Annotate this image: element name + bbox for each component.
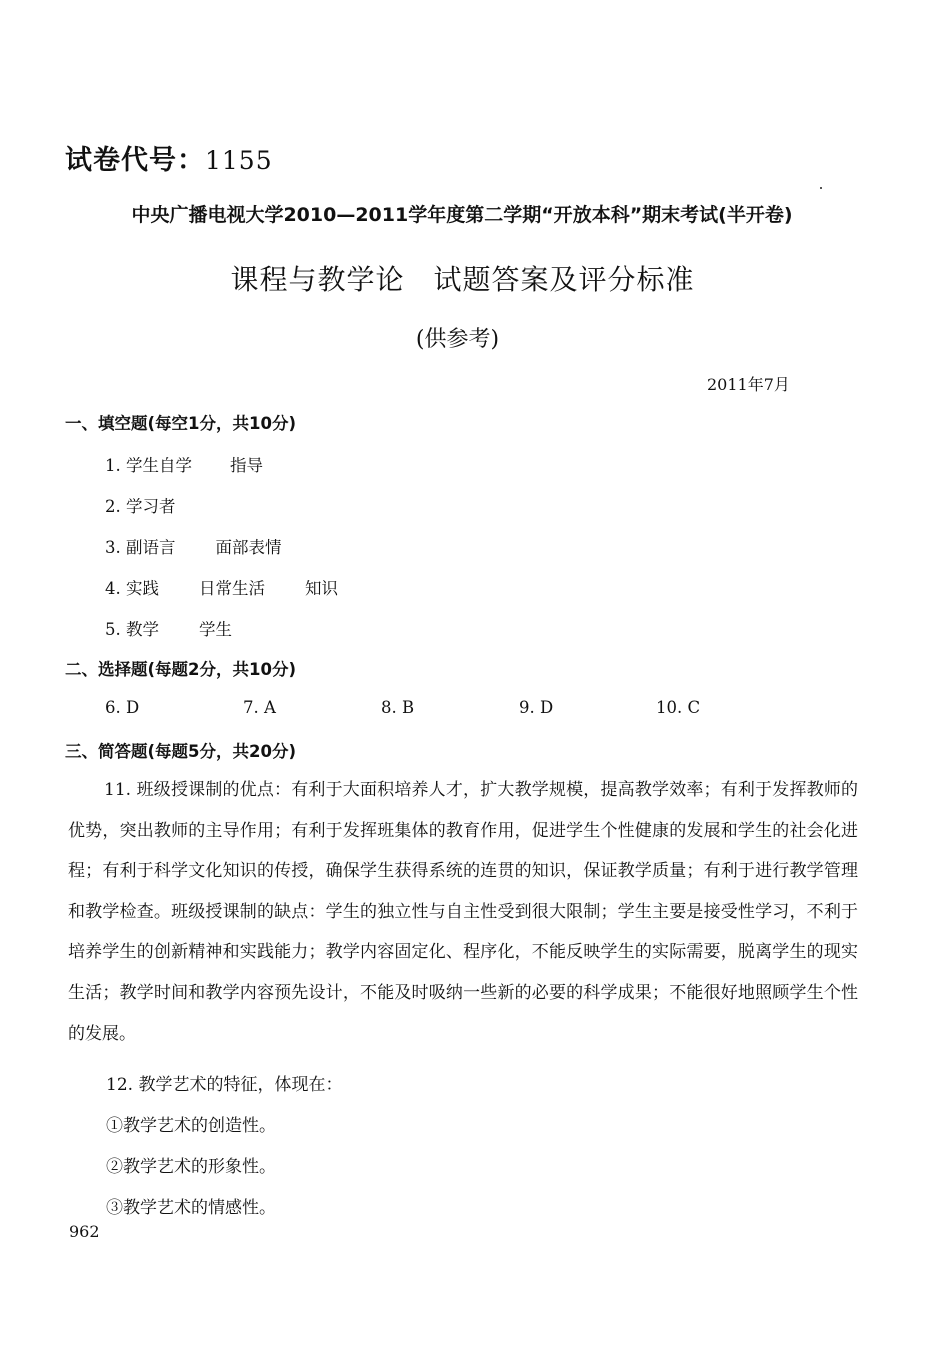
section-heading-short-answer: 三、简答题(每题5分，共20分) [65,742,297,761]
section-heading-multiple-choice: 二、选择题(每题2分，共10分) [65,660,297,679]
choice-answer: 8. B [381,698,415,717]
section-heading-fill-blank: 一、填空题(每空1分，共10分) [65,414,297,433]
answer-text: 日常生活 [199,579,265,598]
page-number: 962 [69,1222,100,1241]
exam-code-label: 试卷代号： [65,145,205,176]
exam-code-number: 1155 [205,146,273,175]
answer-paragraph-q11: 11. 班级授课制的优点：有利于大面积培养人才，扩大教学规模，提高教学效率；有利于发挥教师的优势，突出教师的主导作用；有利于发挥班集体的教育作用，促进学生个性健康的发展和学生的社会化进程；有利于科学文化知识的传授，确保学生获得系统的连贯的知识，保证教学质量；有利于进行教学管理和教学检查。班级授课制的缺点：学生的独立性与自主性受到很大限制；学生主要是接受性学习，不利于培养学生的创新精神和实践能力；教学内容固定化、程序化，不能反映学生的实际需要，脱离学生的现实生活；教学时间和教学内容预先设计，不能及时吸纳一些新的必要的科学成果；不能很好地照顾学生个性的发展。 [68,780,858,1044]
answer-q12-point: ②教学艺术的形象性。 [106,1157,276,1177]
answer-text: 5. 教学 [105,620,159,639]
exam-header: 中央广播电视大学2010—2011学年度第二学期“开放本科”期末考试(半开卷) [131,204,793,226]
answer-text: 学生 [199,620,232,639]
answer-q12-intro: 12. 教学艺术的特征，体现在： [106,1075,343,1095]
answer-item [105,575,338,599]
answer-item [105,534,282,558]
choice-answer: 9. D [519,698,554,717]
choice-answer: 10. C [656,698,701,717]
choice-answer: 7. A [243,698,276,717]
document-date: 2011年7月 [707,375,790,394]
answer-item [105,616,232,640]
answer-item [105,452,263,476]
answer-text: 知识 [305,579,338,598]
answer-text: 面部表情 [215,538,282,557]
scan-speck [820,187,822,189]
answer-text: 2. 学习者 [105,497,176,516]
answer-q12-point: ③教学艺术的情感性。 [106,1198,276,1218]
document-title: 课程与教学论 试题答案及评分标准 [230,263,695,296]
answer-text: 1. 学生自学 [105,456,192,475]
answer-text: 指导 [230,456,263,475]
document-subtitle: (供参考) [415,327,500,352]
answer-text: 3. 副语言 [105,538,176,557]
answer-q12-point: ①教学艺术的创造性。 [106,1116,276,1136]
answer-text: 4. 实践 [105,579,159,598]
choice-answer: 6. D [105,698,140,717]
exam-code [65,138,273,177]
answer-item [105,493,176,517]
